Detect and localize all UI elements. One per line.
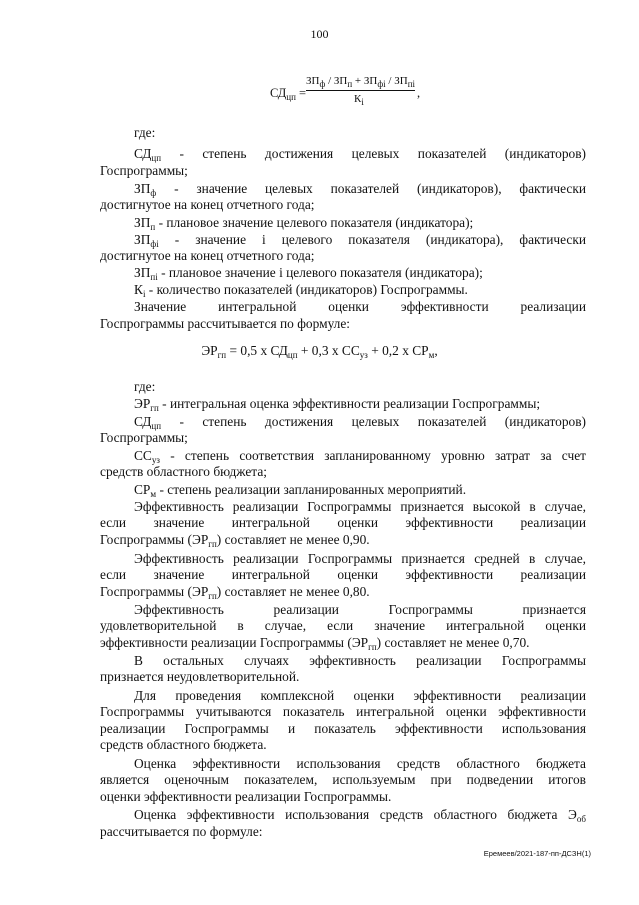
text-line: Госпрограммы учитываются показатель интегральной оценки эффективности bbox=[100, 704, 586, 719]
text-line: Для проведения комплексной оценки эффективности реализации bbox=[134, 688, 586, 703]
text-line: если значение интегральной оценки эффективности реализации bbox=[100, 515, 586, 530]
text-line: оценки эффективности реализации Госпрограммы. bbox=[100, 789, 392, 804]
text-line: рассчитывается по формуле: bbox=[100, 824, 263, 839]
page-number: 100 bbox=[310, 27, 329, 41]
text-line: Госпрограммы; bbox=[100, 430, 188, 445]
formula-numerator: $ЗП_ф / ЗП_п + ЗП_{фi} / ЗП_{пi}$ bbox=[306, 75, 416, 89]
text-line: $ЗП_{фi}$ - значение i целевого показателя (индикатора), фактически bbox=[134, 232, 586, 249]
text-line: эффективности реализации Госпрограммы $(ЭР_{гп})$ составляет не менее 0,70. bbox=[100, 635, 530, 652]
text-line: реализации Госпрограммы и показатель эффективности использования bbox=[100, 721, 586, 736]
text-line: достигнутое на конец отчетного года; bbox=[100, 248, 315, 263]
text-line: Госпрограммы; bbox=[100, 163, 188, 178]
text-line: $ЭР_{гп}$ - интегральная оценка эффективности реализации Госпрограммы; bbox=[134, 396, 541, 413]
text-line: Госпрограммы $(ЭР_{гп})$ составляет не менее 0,80. bbox=[100, 584, 370, 601]
text-line: $СС_{уз}$ - степень соответствия запланированному уровню затрат за счет bbox=[134, 448, 586, 465]
text-line: Эффективность реализации Госпрограммы признается bbox=[134, 602, 586, 617]
text-line: средств областного бюджета; bbox=[100, 464, 267, 479]
text-line: $СР_м$ - степень реализации запланированных мероприятий. bbox=[134, 482, 467, 499]
text-line: $СД_{цп}$ - степень достижения целевых показателей (индикаторов) bbox=[134, 146, 586, 163]
text-line: Эффективность реализации Госпрограммы признается высокой в случае, bbox=[134, 499, 586, 514]
text-line: В остальных случаях эффективность реализации Госпрограммы bbox=[134, 653, 586, 668]
text-line: Эффективность реализации Госпрограммы признается средней в случае, bbox=[134, 551, 586, 566]
text-line: где: bbox=[134, 125, 156, 140]
text-line: достигнутое на конец отчетного года; bbox=[100, 197, 315, 212]
text-line: удовлетворительной в случае, если значение интегральной оценки bbox=[100, 618, 586, 633]
text-line: где: bbox=[134, 379, 156, 394]
formula-er-gp: $ЭР_{гп} = 0,5$ х $СД_{цп} + 0,3$ х $СС_{уз} + 0,2$ х $СР_м$, bbox=[201, 343, 438, 360]
formula-tail: , bbox=[417, 86, 421, 100]
text-line: Оценка эффективности использования средств областного бюджета bbox=[134, 756, 586, 771]
text-line: $ЗП_{пi}$ - плановое значение i целевого показателя (индикатора); bbox=[134, 265, 483, 282]
text-line: признается неудовлетворительной. bbox=[100, 669, 300, 684]
fraction-bar bbox=[306, 90, 415, 91]
text-line: Госпрограммы $(ЭР_{гп})$ составляет не менее 0,90. bbox=[100, 532, 370, 549]
text-line: средств областного бюджета. bbox=[100, 737, 267, 752]
text-line: если значение интегральной оценки эффективности реализации bbox=[100, 567, 586, 582]
document-footer-code: Еремеев/2021-187-пп-ДСЗН(1) bbox=[483, 849, 591, 858]
text-line: Значение интегральной оценки эффективности реализации bbox=[134, 299, 586, 314]
text-line: Оценка эффективности использования средств областного бюджета $Э_{об}$ bbox=[134, 807, 586, 824]
formula-denominator: $К_i$ bbox=[354, 93, 364, 107]
text-line: $К_i$ - количество показателей (индикаторов) Госпрограммы. bbox=[134, 282, 468, 299]
text-line: $ЗП_п$ - плановое значение целевого показателя (индикатора); bbox=[134, 215, 474, 232]
formula-lhs: $СД_{цп}$ = bbox=[270, 86, 307, 102]
text-line: $ЗП_ф$ - значение целевых показателей (индикаторов), фактически bbox=[134, 181, 586, 198]
text-line: Госпрограммы рассчитывается по формуле: bbox=[100, 316, 351, 331]
text-line: $СД_{цп}$ - степень достижения целевых показателей (индикаторов) bbox=[134, 414, 586, 431]
text-line: является оценочным показателем, используемым при подведении итогов bbox=[100, 772, 586, 787]
